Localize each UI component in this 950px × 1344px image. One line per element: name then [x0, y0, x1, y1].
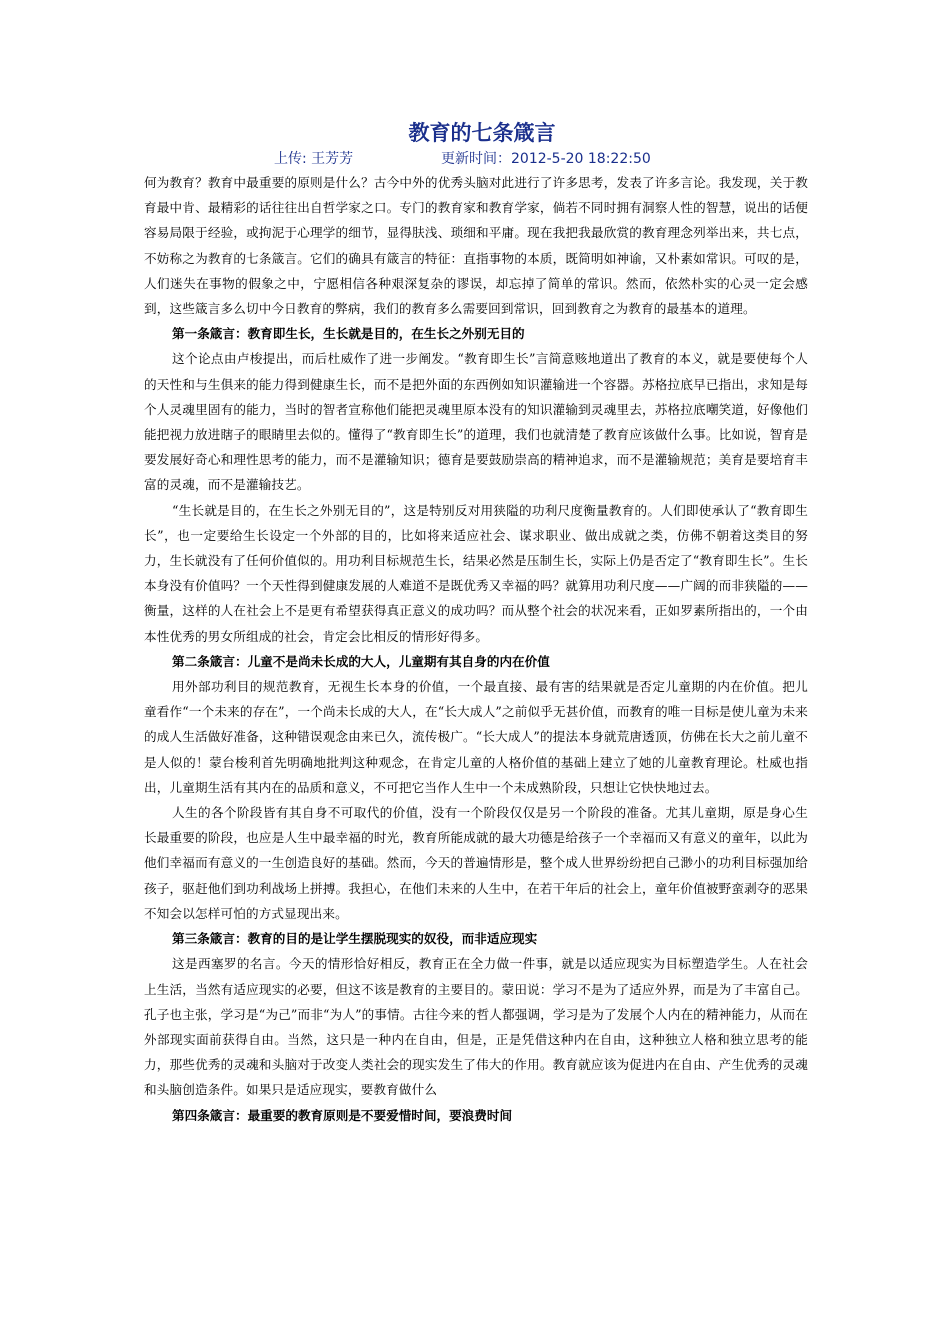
document-title: 教育的七条箴言: [408, 121, 556, 145]
section-3-paragraph-1: 这是西塞罗的名言。今天的情形恰好相反，教育正在全力做一件事，就是以适应现实为目标塑造学生。人在社会上生活，当然有适应现实的必要，但这不该是教育的主要目的。蒙田说：学习不是为了适应外界，而是为了丰富自己。孔子也主张，学习是“为己”而非“为人”的事情。古往今来的哲人都强调，学习是为了发展个人内在的精神能力，从而在外部现实面前获得自由。当然，这只是一种内在自由，但是，正是凭借这种内在自由，这种独立人格和独立思考的能力，那些优秀的灵魂和头脑对于改变人类社会的现实发生了伟大的作用。教育就应该为促进内在自由、产生优秀的灵魂和头脑创造条件。如果只是适应现实，要教育做什么: [144, 956, 808, 1098]
updated-time: 更新时间：2012-5-20 18:22:50: [441, 151, 651, 167]
section-heading-3: 第三条箴言：教育的目的是让学生摆脱现实的奴役，而非适应现实: [172, 931, 538, 947]
intro-paragraph: 何为教育？教育中最重要的原则是什么？古今中外的优秀头脑对此进行了许多思考，发表了许多言论。我发现，关于教育最中肯、最精彩的话往往出自哲学家之口。专门的教育家和教育学家，倘若不同时拥有洞察人性的智慧，说出的话便容易局限于经验，或拘泥于心理学的细节，显得肤浅、琐细和平庸。现在我把我最欣赏的教育理念列举出来，共七点，不妨称之为教育的七条箴言。它们的确具有箴言的特征：直指事物的本质，既简明如神谕，又朴素如常识。可叹的是，人们迷失在事物的假象之中，宁愿相信各种艰深复杂的谬误，却忘掉了简单的常识。然而，依然朴实的心灵一定会感到，这些箴言多么切中今日教育的弊病，我们的教育多么需要回到常识，回到教育之为教育的最基本的道理。: [144, 175, 808, 317]
section-heading-2: 第二条箴言：儿童不是尚未长成的大人，儿童期有其自身的内在价值: [172, 653, 550, 669]
uploader-label: 上传: 王芳芳: [274, 151, 354, 167]
section-2-paragraph-2: 人生的各个阶段皆有其自身不可取代的价值，没有一个阶段仅仅是另一个阶段的准备。尤其儿童期，原是身心生长最重要的阶段，也应是人生中最幸福的时光，教育所能成就的最大功德是给孩子一个幸福而又有意义的童年，以此为他们幸福而有意义的一生创造良好的基础。然而，今天的普遍情形是，整个成人世界纷纷把自己渺小的功利目标强加给孩子，驱赶他们到功利战场上拼搏。我担心，在他们未来的人生中，在若干年后的社会上，童年价值被野蛮剥夺的恶果不知会以怎样可怕的方式显现出来。: [144, 805, 808, 921]
section-heading-1: 第一条箴言：教育即生长，生长就是目的，在生长之外别无目的: [172, 326, 525, 342]
section-2-paragraph-1: 用外部功利目的规范教育，无视生长本身的价值，一个最直接、最有害的结果就是否定儿童期的内在价值。把儿童看作“一个未来的存在”，一个尚未长成的大人，在“长大成人”之前似乎无甚价值，而教育的唯一目标是使儿童为未来的成人生活做好准备，这种错误观念由来已久，流传极广。“长大成人”的提法本身就荒唐透顶，仿佛在长大之前儿童不是人似的！蒙台梭利首先明确地批判这种观念，在肯定儿童的人格价值的基础上建立了她的儿童教育理论。杜威也指出，儿童期生活有其内在的品质和意义，不可把它当作人生中一个未成熟阶段，只想让它快快地过去。: [144, 679, 808, 795]
document-page: [144, 118, 808, 1128]
section-1-paragraph-1: 这个论点由卢梭提出，而后杜威作了进一步阐发。“教育即生长”言简意赅地道出了教育的本义，就是要使每个人的天性和与生俱来的能力得到健康生长，而不是把外面的东西例如知识灌输进一个容器。苏格拉底早已指出，求知是每个人灵魂里固有的能力，当时的智者宣称他们能把灵魂里原本没有的知识灌输到灵魂里去，苏格拉底嘲笑道，好像他们能把视力放进瞎子的眼睛里去似的。懂得了“教育即生长”的道理，我们也就清楚了教育应该做什么事。比如说，智育是要发展好奇心和理性思考的能力，而不是灌输知识；德育是要鼓励崇高的精神追求，而不是灌输规范；美育是要培育丰富的灵魂，而不是灌输技艺。: [144, 351, 808, 493]
section-1-paragraph-2: “生长就是目的，在生长之外别无目的”，这是特别反对用狭隘的功利尺度衡量教育的。人们即使承认了“教育即生长”，也一定要给生长设定一个外部的目的，比如将来适应社会、谋求职业、做出成就之类，仿佛不朝着这类目的努力，生长就没有了任何价值似的。用功利目标规范生长，结果必然是压制生长，实际上仍是否定了“教育即生长”。生长本身没有价值吗？一个天性得到健康发展的人难道不是既优秀又幸福的吗？就算用功利尺度——广阔的而非狭隘的——衡量，这样的人在社会上不是更有希望获得真正意义的成功吗？而从整个社会的状况来看，正如罗素所指出的，一个由本性优秀的男女所组成的社会，肯定会比相反的情形好得多。: [144, 502, 808, 644]
section-heading-4: 第四条箴言：最重要的教育原则是不要爱惜时间，要浪费时间: [172, 1107, 513, 1123]
document-meta: [144, 148, 808, 170]
